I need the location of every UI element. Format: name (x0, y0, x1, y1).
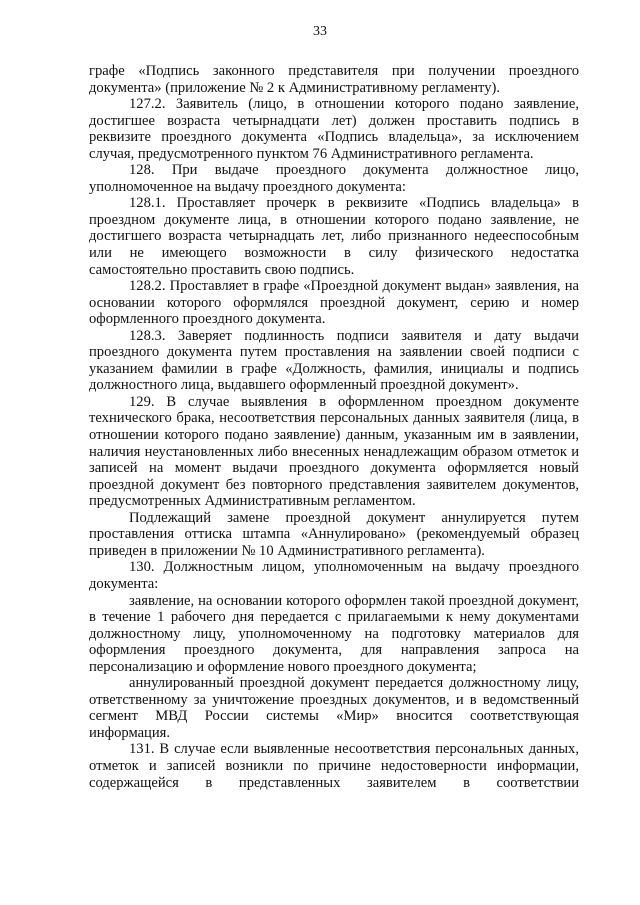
paragraph-128-3: 128.3. Заверяет подлинность подписи заявителя и дату выдачи проездного документа путем проставления на заявлении своей подписи с указанием фамилии в графе «Должность, фамилия, инициалы и подпись должностного лица, выдавшего оформленный проездной документ». (89, 327, 579, 394)
paragraph-128: 128. При выдаче проездного документа должностное лицо, уполномоченное на выдачу проездного документа: (89, 162, 579, 195)
paragraph-130-annulled-document: аннулированный проездной документ передается должностному лицу, ответственному за уничтожение проездных документов, и в ведомственный сегмент МВД России системы «Мир» вносится соответствующая информация. (89, 675, 579, 741)
paragraph-131: 131. В случае если выявленные несоответствия персональных данных, отметок и записей возникли по причине недостоверности информации, содержащейся в представленных заявителем в соответствии (89, 741, 579, 791)
paragraph-annulment: Подлежащий замене проездной документ аннулируется путем проставления оттиска штампа «Аннулировано» (рекомендуемый образец приведен в приложении № 10 Административного регламента). (89, 509, 579, 559)
paragraph-128-1: 128.1. Проставляет прочерк в реквизите «Подпись владельца» в проездном документе лица, в отношении которого подано заявление, не достигшего возраста четырнадцать лет, либо признанного недееспособным или не имеющего возможности в силу физического недостатка самостоятельно проставить свою подпись. (89, 195, 579, 278)
paragraph-129: 129. В случае выявления в оформленном проездном документе технического брака, несоответствия персональных данных заявителя (лица, в отношении которого подано заявление) данным, указанным им в заявлении, наличия неустановленных либо внесенных ненадлежащим образом отметок и записей на момент выдачи проездного документа оформляется новый проездной документ без повторного представления заявителем документов, предусмотренных Административным регламентом. (89, 393, 579, 510)
paragraph-130-application: заявление, на основании которого оформлен такой проездной документ, в течение 1 рабочего дня передается с прилагаемыми к нему документами должностному лицу, уполномоченному на подготовку материалов для оформления проездного документа, для направления запроса на персонализацию и оформление нового проездного документа; (89, 592, 579, 675)
paragraph-128-2: 128.2. Проставляет в графе «Проездной документ выдан» заявления, на основании которого оформлялся проездной документ, серию и номер оформленного проездного документа. (89, 278, 579, 328)
paragraph-130: 130. Должностным лицом, уполномоченным на выдачу проездного документа: (89, 559, 579, 592)
document-body (89, 63, 579, 791)
paragraph-127-2: 127.2. Заявитель (лицо, в отношении которого подано заявление, достигшее возраста четырнадцати лет) должен проставить подпись в реквизите проездного документа «Подпись владельца», за исключением случая, предусмотренного пунктом 76 Административного регламента. (89, 96, 579, 162)
page-number: 33 (313, 24, 327, 39)
paragraph-continuation: графе «Подпись законного представителя при получении проездного документа» (приложение № 2 к Административному регламенту). (89, 63, 579, 96)
